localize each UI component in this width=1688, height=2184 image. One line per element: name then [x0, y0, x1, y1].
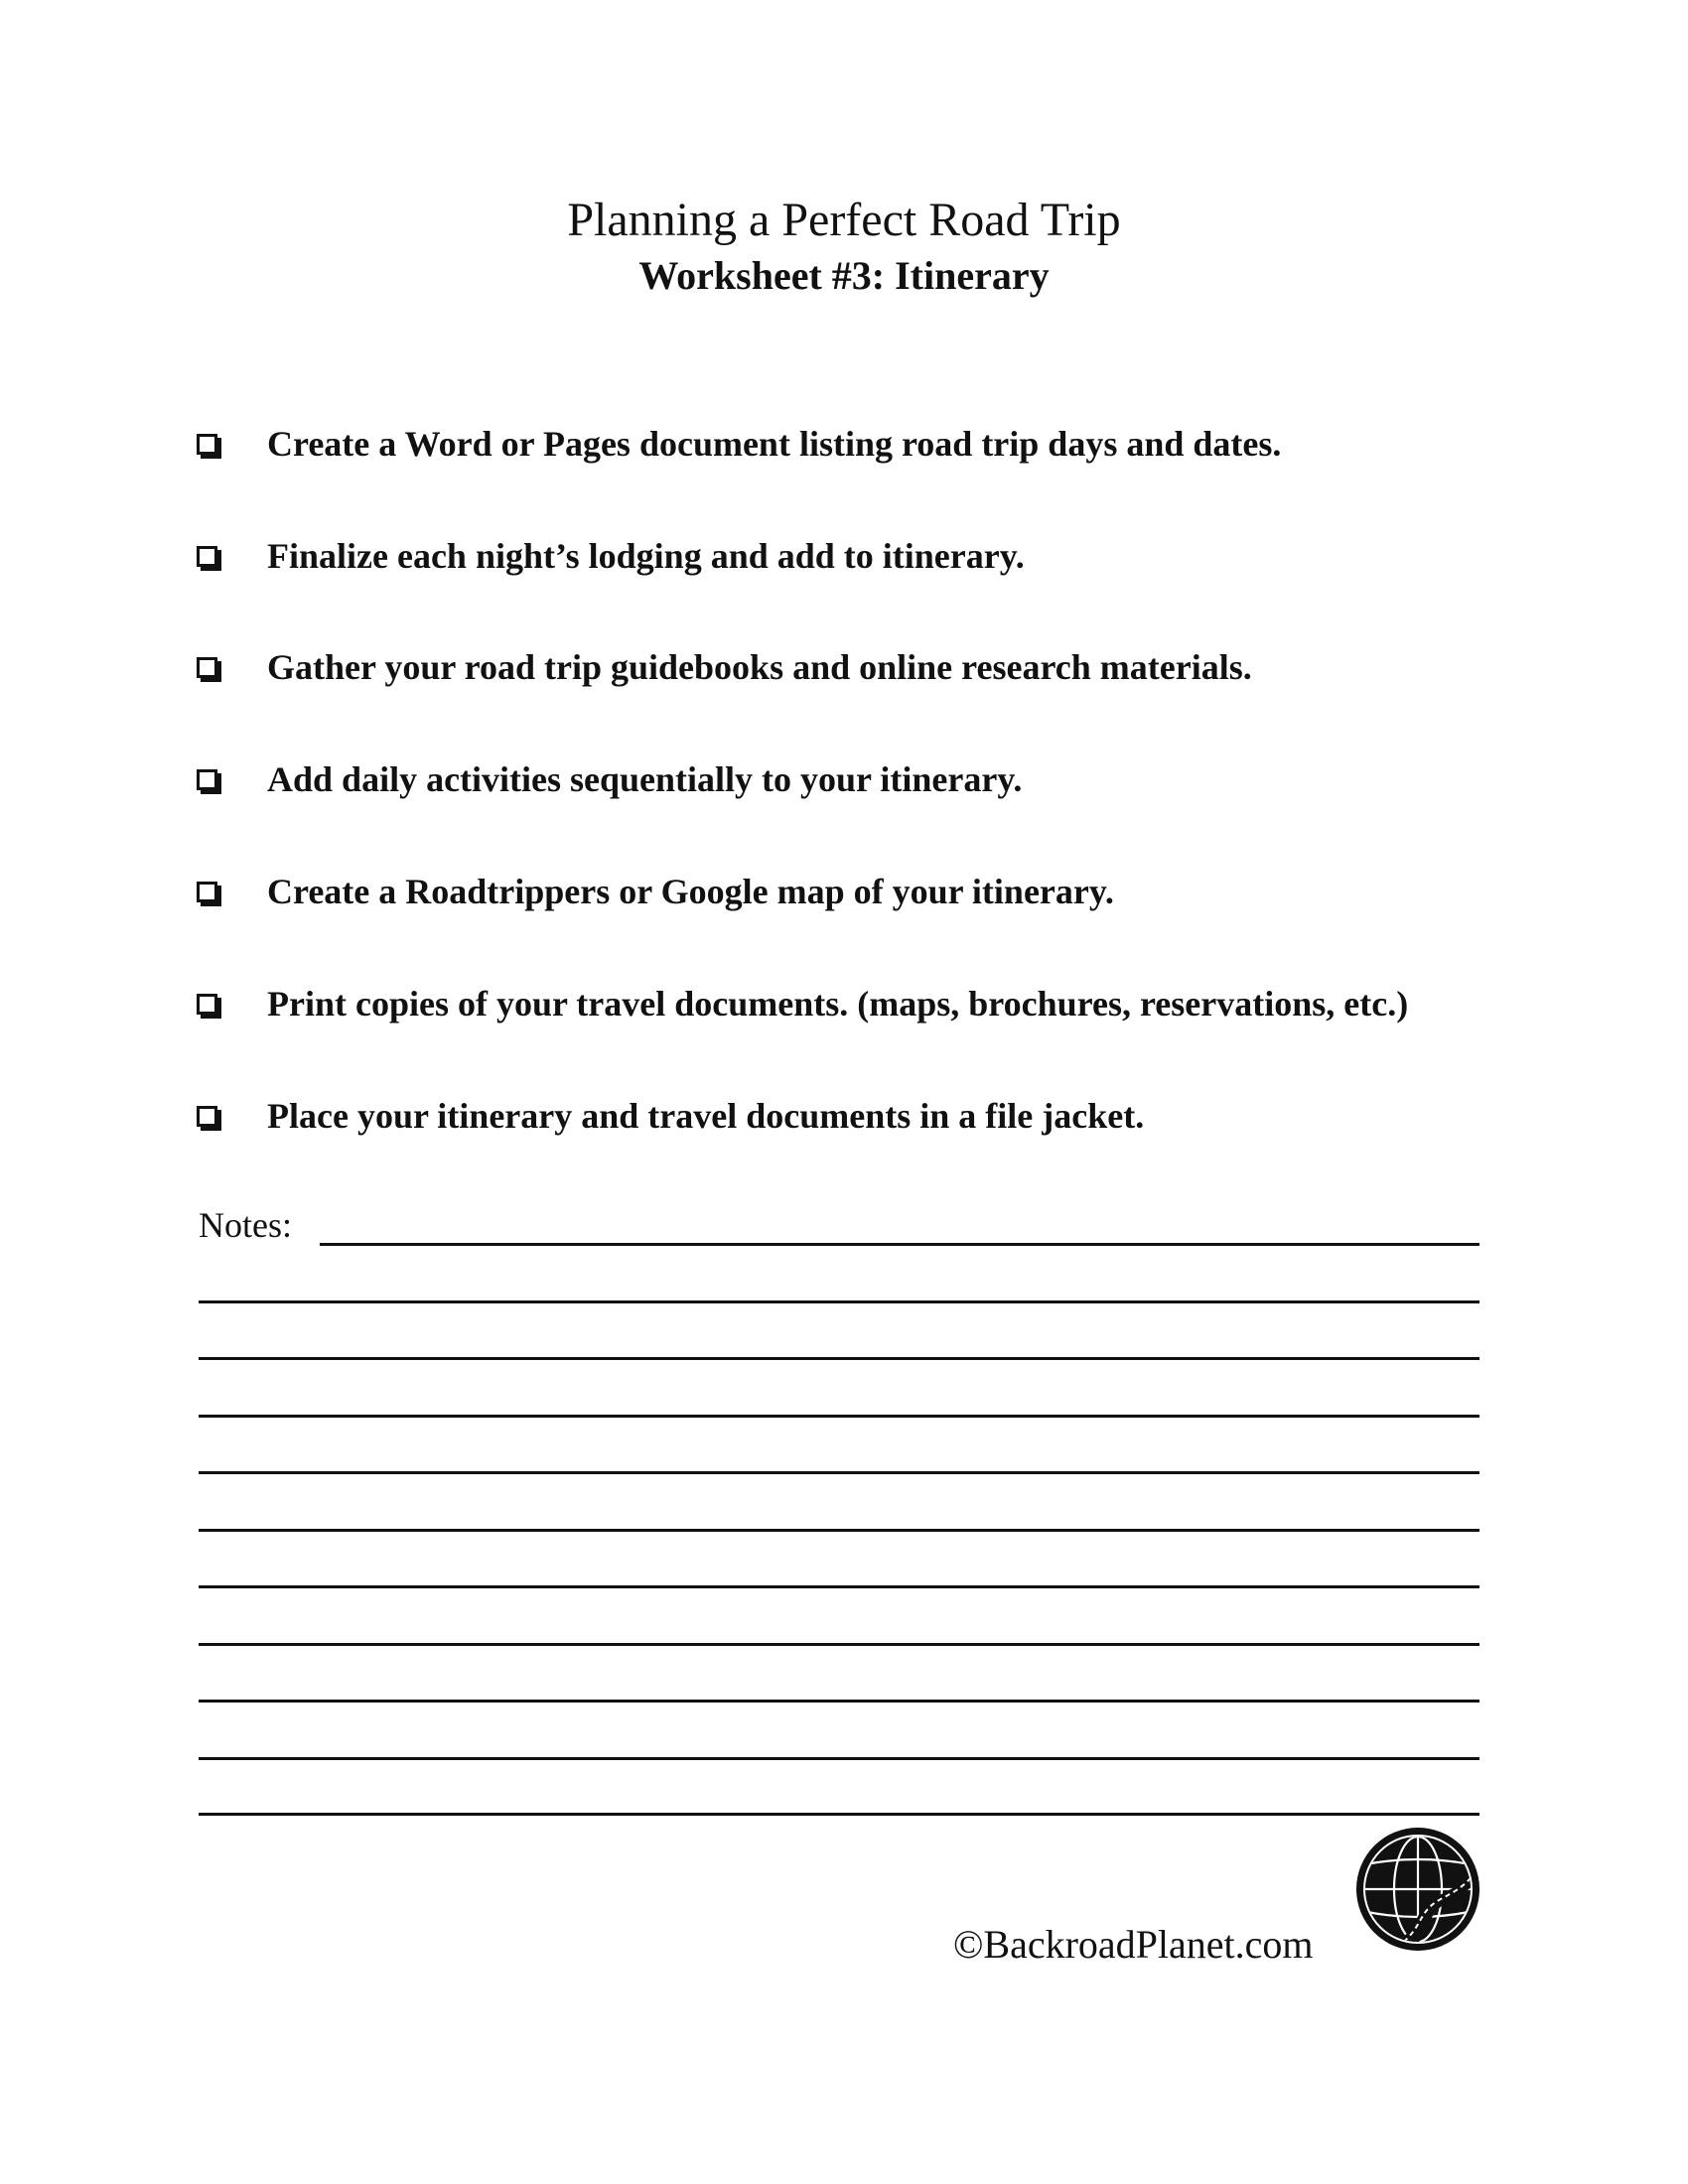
notes-line[interactable] [199, 1643, 1479, 1646]
checklist-item[interactable] [197, 419, 1281, 469]
checklist-item-label: Create a Word or Pages document listing road trip days and dates. [267, 424, 1282, 464]
checkbox-icon[interactable] [197, 546, 217, 567]
notes-line[interactable] [320, 1243, 1479, 1246]
notes-line[interactable] [199, 1529, 1479, 1532]
checklist-item-label: Gather your road trip guidebooks and online research materials. [267, 647, 1252, 687]
checklist-item-label: Place your itinerary and travel documents in a file jacket. [267, 1096, 1145, 1136]
checkbox-icon[interactable] [197, 1106, 217, 1127]
notes-line[interactable] [199, 1300, 1479, 1303]
checkbox-icon[interactable] [197, 882, 217, 902]
notes-line[interactable] [199, 1471, 1479, 1474]
checklist-item[interactable] [197, 642, 1252, 692]
notes-label: Notes: [199, 1205, 292, 1245]
checklist-item[interactable] [197, 754, 1022, 804]
checklist-item[interactable] [197, 979, 1408, 1028]
page-subtitle: Worksheet #3: Itinerary [638, 253, 1050, 298]
checklist-item[interactable] [197, 531, 1025, 581]
checkbox-icon[interactable] [197, 657, 217, 678]
notes-line[interactable] [199, 1757, 1479, 1760]
notes-line[interactable] [199, 1700, 1479, 1703]
checklist-item[interactable] [197, 867, 1114, 916]
copyright-text: ©BackroadPlanet.com [953, 1922, 1314, 1967]
notes-line[interactable] [199, 1585, 1479, 1588]
checklist-item-label: Print copies of your travel documents. (maps, brochures, reservations, etc.) [267, 984, 1409, 1024]
notes-line[interactable] [199, 1415, 1479, 1418]
checklist-item-label: Create a Roadtrippers or Google map of your itinerary. [267, 872, 1114, 911]
notes-line[interactable] [199, 1813, 1479, 1816]
checkbox-icon[interactable] [197, 994, 217, 1015]
checkbox-icon[interactable] [197, 434, 217, 455]
checkbox-icon[interactable] [197, 769, 217, 790]
checklist-item[interactable] [197, 1091, 1144, 1141]
notes-line[interactable] [199, 1357, 1479, 1360]
checklist-item-label: Finalize each night’s lodging and add to itinerary. [267, 536, 1025, 576]
globe-road-logo-icon [1353, 1825, 1482, 1954]
page-title: Planning a Perfect Road Trip [567, 194, 1121, 246]
checklist-item-label: Add daily activities sequentially to your itinerary. [267, 759, 1023, 799]
